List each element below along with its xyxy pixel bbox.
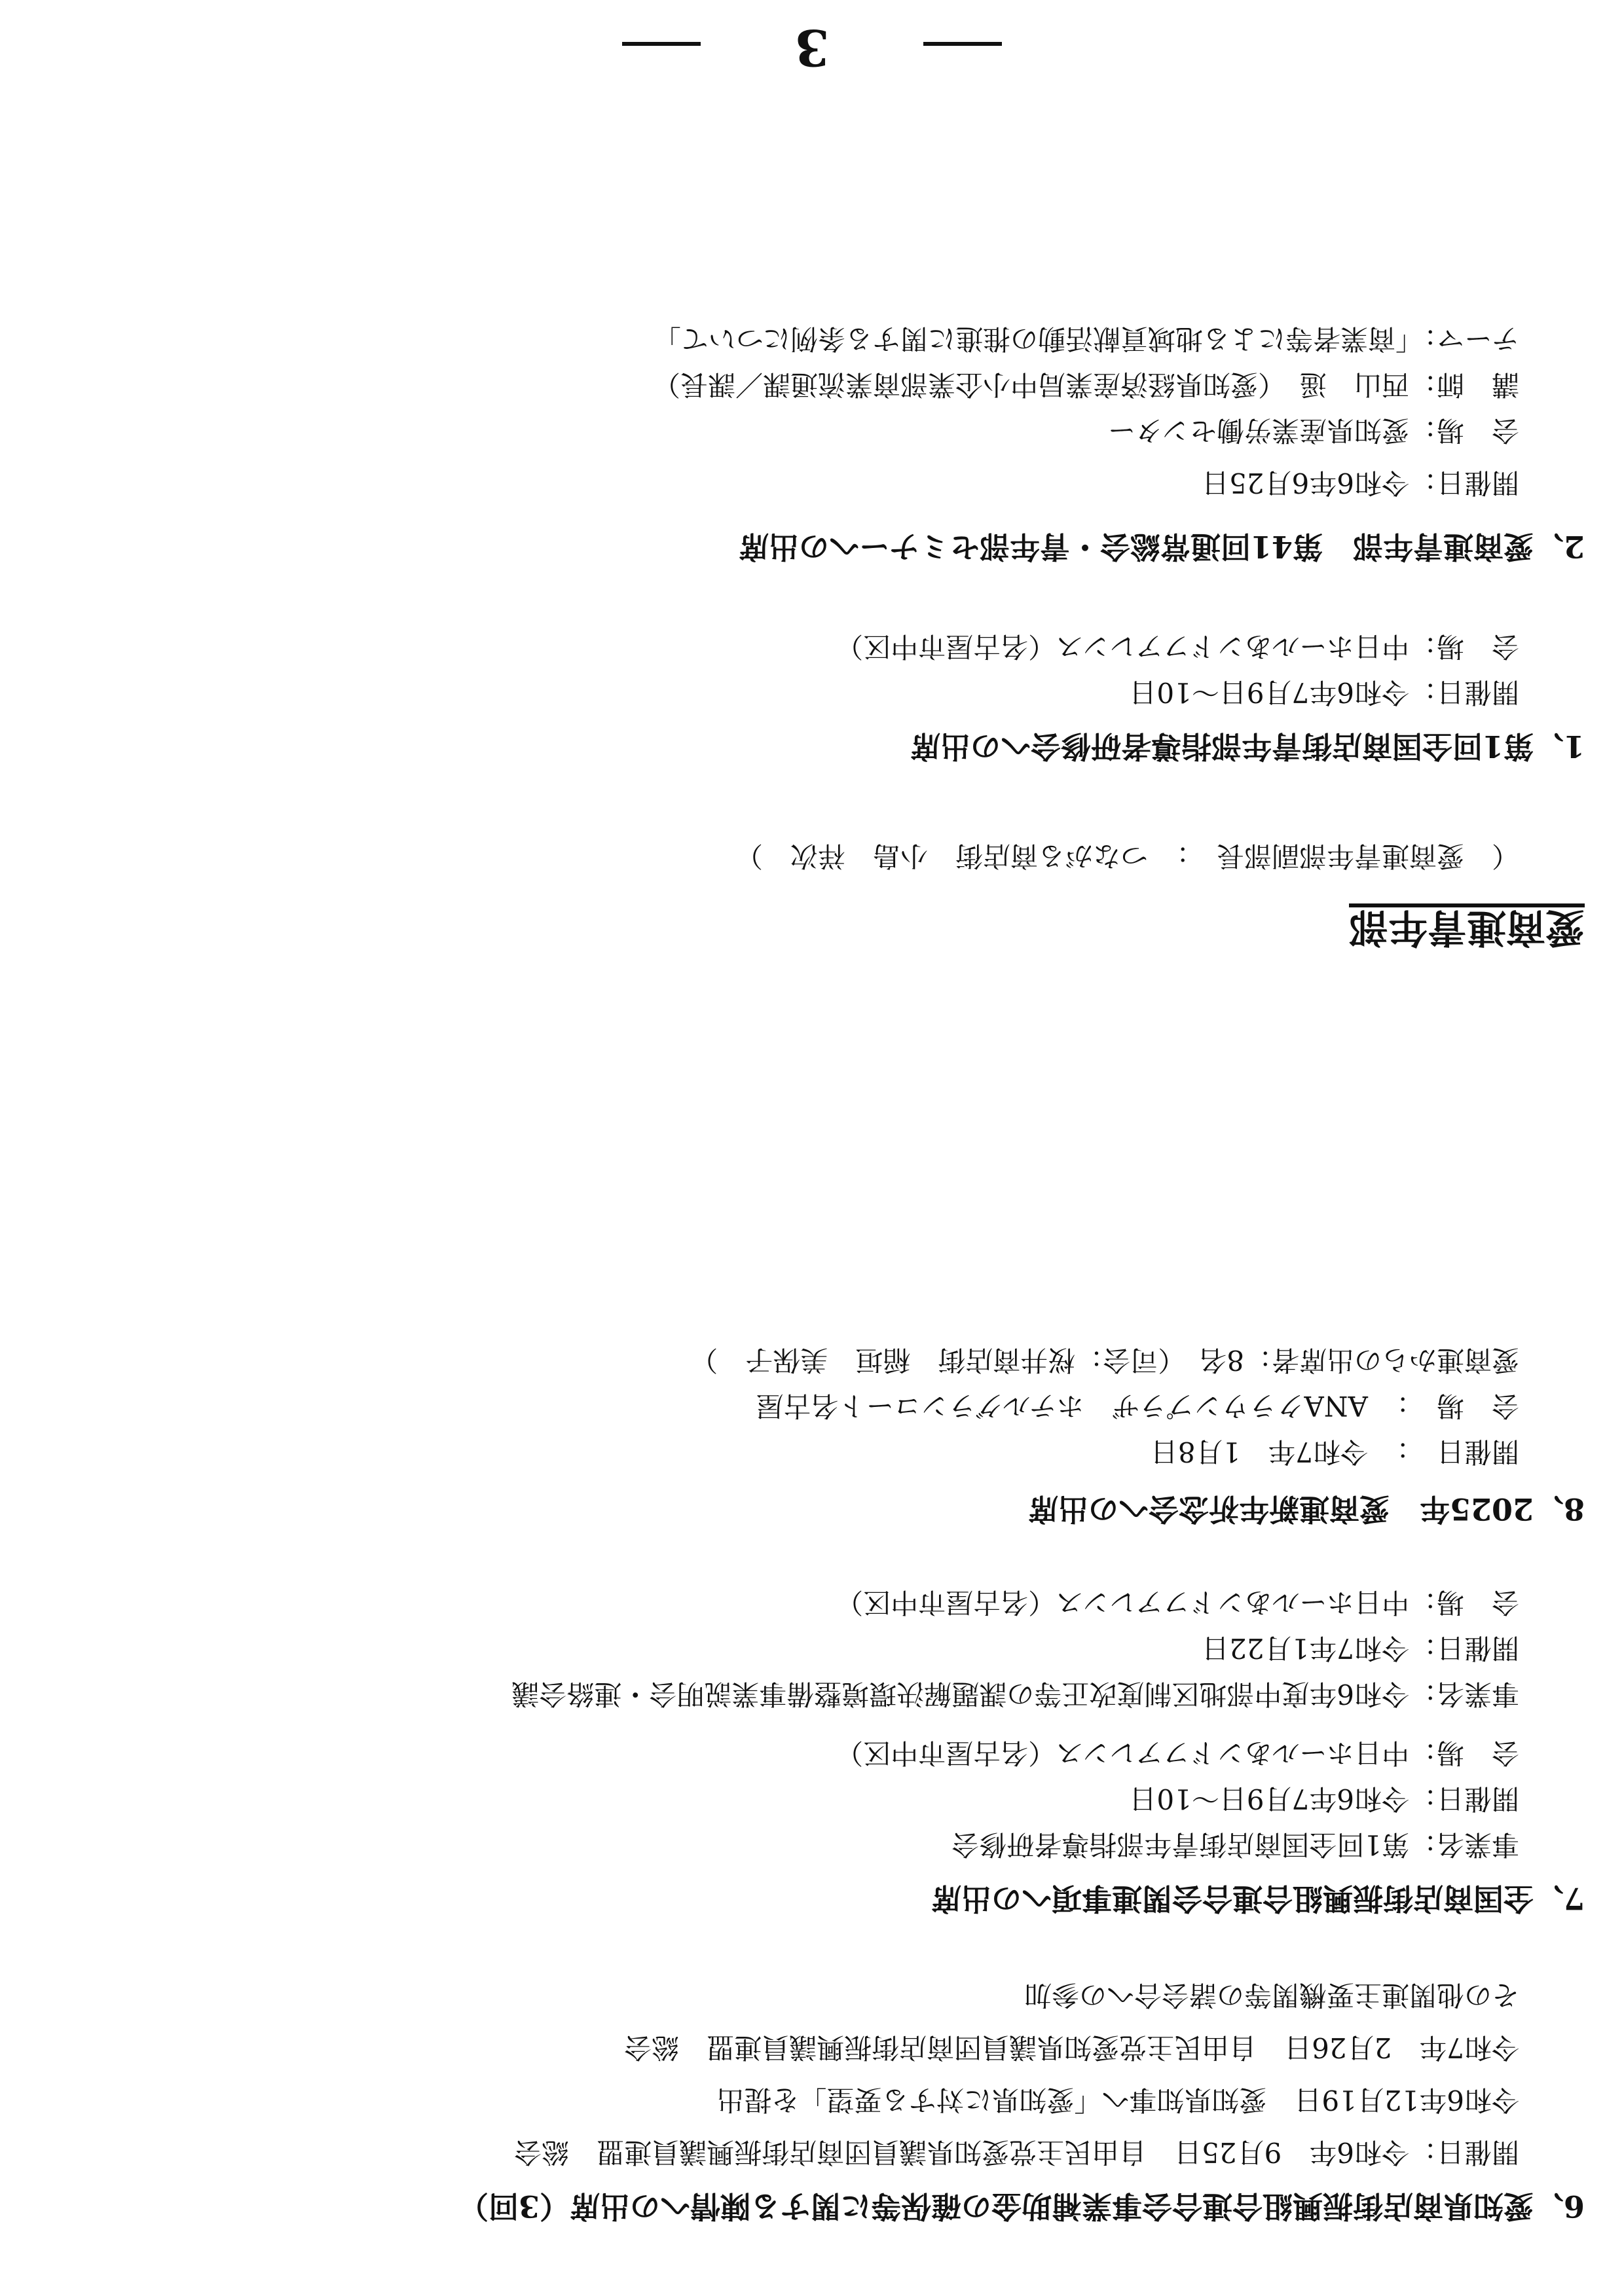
section-7-line-1: 事業名：第1回全国商店街青年部指導者研修会 bbox=[951, 1829, 1519, 1861]
page-number: 3 bbox=[794, 18, 830, 77]
section-7-heading: 7、全国商店街振興組合連合会関連事項への出席 bbox=[931, 1881, 1585, 1916]
section-8-heading: 8、2025年 愛商連新年祈念会への出席 bbox=[1027, 1491, 1585, 1527]
youth-section-2-line-1: 開催日：令和6年6月25日 bbox=[1202, 467, 1519, 499]
youth-section-1-heading: 1、第1回全国商店街青年部指導者研修会への出席 bbox=[910, 729, 1585, 764]
section-6-line-3: 令和7年 2月26日 自由民主党愛知県議員団商店街振興議員連盟 総会 bbox=[624, 2032, 1519, 2064]
section-6-heading: 6、愛知県商店街振興組合連合会事業補助金の確保等に関する陳情への出席（3回） bbox=[458, 2189, 1585, 2224]
section-7-line-2: 開催日：令和6年7月9日～10日 bbox=[1129, 1783, 1519, 1815]
section-6-line-1: 開催日：令和6年 9月25日 自由民主党愛知県議員団商店街振興議員連盟 総会 bbox=[514, 2136, 1519, 2168]
section-8-line-3: 愛商連からの出席者：8名 （司会：桜井商店街 稲垣 美保子 ） bbox=[690, 1344, 1519, 1376]
department-title: 愛商連青年部 bbox=[1349, 904, 1585, 950]
page-number-dash-left bbox=[923, 42, 1002, 46]
section-7-line-4: 事業名：令和6年度中部地区制度改正等の課題解決環境整備事業説明会・連絡会議 bbox=[511, 1678, 1519, 1710]
section-8-line-2: 会 場 ： ANAクラウンプラザ ホテルグランコート名古屋 bbox=[756, 1390, 1519, 1422]
section-7-line-6: 会 場：中日ホールあンドフアレンス（名古屋市中区） bbox=[836, 1586, 1519, 1618]
section-7-line-3: 会 場：中日ホールあンドフアレンス（名古屋市中区） bbox=[836, 1737, 1519, 1769]
youth-section-2-line-4: テーマ：「商業者等による地域貢献活動の推進に関する条例について」 bbox=[653, 323, 1519, 355]
section-6-line-4: その他関連主要機関等の諸会合への参加 bbox=[1024, 1979, 1519, 2011]
youth-section-2-heading: 2、愛商連青年部 第41回通常総会・青年部セミナーへの出席 bbox=[738, 529, 1585, 564]
youth-section-2-line-3: 講 師：西山 遥 （愛知県経済産業局中小企業部商業流通課／課長） bbox=[652, 369, 1519, 401]
youth-section-1-line-1: 開催日：令和6年7月9日～10日 bbox=[1129, 676, 1519, 708]
youth-section-2-line-2: 会 場：愛知県産業労働センター bbox=[1107, 414, 1519, 446]
youth-section-1-line-2: 会 場：中日ホールあンドフアレンス（名古屋市中区） bbox=[836, 630, 1519, 663]
section-8-line-1: 開催日 ： 令和7年 1月8日 bbox=[1150, 1436, 1519, 1468]
section-6-line-2: 令和6年12月19日 愛知県知事へ「愛知県に対する要望」を提出 bbox=[716, 2084, 1519, 2116]
page-number-dash-right bbox=[622, 42, 701, 46]
department-leader: （ 愛商連青年部副部長 ： つながる商店街 小島 祥次 ） bbox=[735, 840, 1519, 872]
section-7-line-5: 開催日：令和7年1月22日 bbox=[1202, 1632, 1519, 1664]
